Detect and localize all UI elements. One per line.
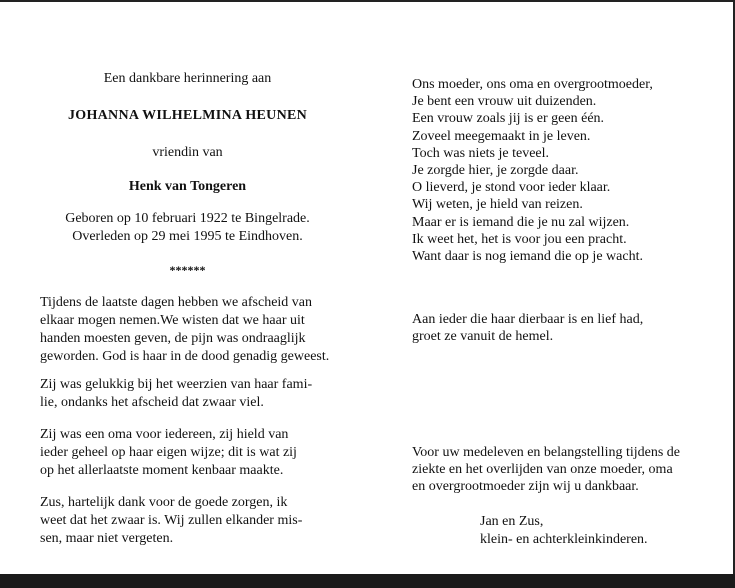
birth-line: Geboren op 10 februari 1922 te Bingelrade. [65, 211, 310, 226]
paragraph-line: op het allerlaatste moment kenbaar maakte. [40, 463, 284, 478]
paragraph-line: lie, ondanks het afscheid dat zwaar viel. [40, 395, 264, 410]
poem-line: Ons moeder, ons oma en overgrootmoeder, [412, 77, 653, 92]
poem-line: Toch was niets je teveel. [412, 145, 550, 161]
paragraph-3 [40, 426, 335, 480]
death-line: Overleden op 29 mei 1995 te Eindhoven. [72, 229, 303, 244]
separator: ****** [169, 263, 206, 277]
paragraph-line: Zij was gelukkig bij het weerzien van haar fami- [40, 377, 313, 392]
thanks-line: ziekte en het overlijden van onze moeder, oma [412, 462, 673, 478]
paragraph-line: sen, maar niet vergeten. [40, 531, 174, 546]
poem-line: Wij weten, je hield van reizen. [412, 197, 583, 213]
signature-line: klein- en achterkleinkinderen. [480, 532, 648, 547]
paragraph-line: geworden. God is haar in de dood genadig geweest. [40, 349, 330, 364]
poem-line: Je bent een vrouw uit duizenden. [412, 94, 597, 110]
signature [480, 513, 710, 549]
thanks-line: Voor uw medeleven en belangstelling tijdens de [412, 445, 681, 460]
signature-line: Jan en Zus, [480, 514, 544, 529]
paragraph-line: elkaar mogen nemen.We wisten dat we haar uit [40, 313, 305, 328]
paragraph-line: weet dat het zwaar is. Wij zullen elkander mis- [40, 513, 303, 528]
poem [412, 76, 712, 265]
poem-line: Ik weet het, het is voor jou een pracht. [412, 231, 627, 247]
paragraph-line: ieder geheel op haar eigen wijze; dit is wat zij [40, 445, 297, 460]
paragraph-line: handen moesten geven, de pijn was ondraaglijk [40, 331, 306, 346]
thanks-note [412, 444, 710, 496]
intro-line: Een dankbare herinnering aan [103, 71, 272, 86]
paragraph-2 [40, 376, 335, 412]
relation-line: vriendin van [152, 145, 223, 160]
paragraph-line: Zij was een oma voor iedereen, zij hield van [40, 427, 289, 442]
poem-line: Maar er is iemand die je nu zal wijzen. [412, 214, 630, 230]
greeting-line: groet ze vanuit de hemel. [412, 329, 554, 345]
poem-line: Want daar is nog iemand die op je wacht. [412, 249, 643, 265]
poem-line: Zoveel meegemaakt in je leven. [412, 128, 591, 144]
deceased-name: JOHANNA WILHELMINA HEUNEN [67, 108, 308, 123]
paragraph-line: Zus, hartelijk dank voor de goede zorgen, ik [40, 495, 288, 510]
greeting-line: Aan ieder die haar dierbaar is en lief had, [412, 312, 644, 327]
greeting [412, 311, 712, 345]
poem-line: O lieverd, je stond voor ieder klaar. [412, 180, 611, 196]
poem-line: Je zorgde hier, je zorgde daar. [412, 163, 579, 179]
paragraph-1 [40, 294, 335, 366]
poem-line: Een vrouw zoals jij is er geen één. [412, 111, 605, 127]
thanks-line: en overgrootmoeder zijn wij u dankbaar. [412, 479, 639, 495]
paragraph-line: Tijdens de laatste dagen hebben we afscheid van [40, 295, 313, 310]
scan-edge-shadow [0, 574, 735, 588]
paragraph-4 [40, 494, 335, 548]
partner-name: Henk van Tongeren [128, 179, 247, 194]
